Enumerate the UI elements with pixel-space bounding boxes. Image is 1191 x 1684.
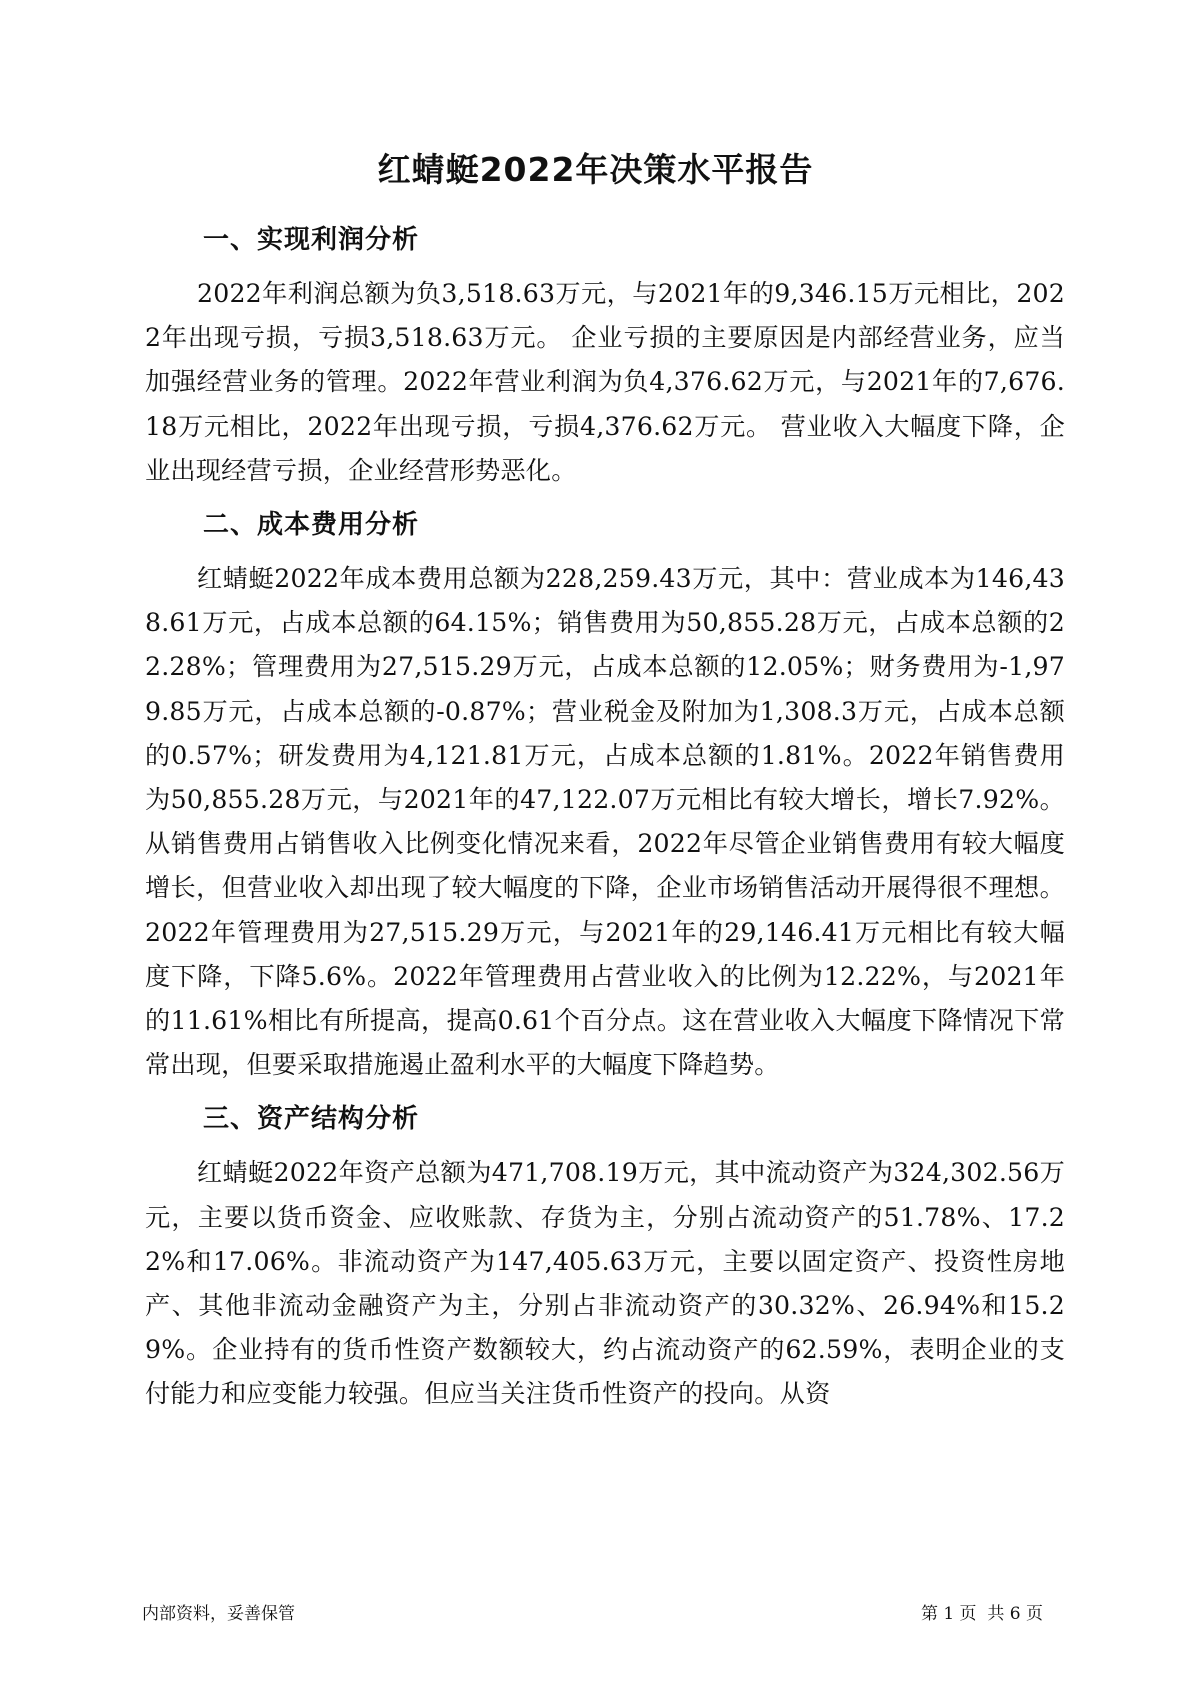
footer-page-number: 第 1 页 共 6 页 bbox=[920, 1604, 1043, 1624]
section-heading: 二、成本费用分析 bbox=[203, 510, 420, 541]
section-heading: 三、资产结构分析 bbox=[203, 1104, 420, 1135]
section-profit-analysis bbox=[145, 222, 1065, 493]
section-paragraph: 红蜻蜓2022年成本费用总额为228,259.43万元，其中：营业成本为146,438.61万元，占成本总额的64.15%；销售费用为50,855.28万元，占成本总额的22.28%；管理费用为27,515.29万元，占成本总额的12.05%；财务费用为-1,979.85万元，占成本总额的-0.87%；营业税金及附加为1,308.3万元，占成本总额的0.57%；研发费用为4,121.81万元，占成本总额的1.81%。2022年销售费用为50,855.28万元，与2021年的47,122.07万元相比有较大增长，增长7.92%。从销售费用占销售收入比例变化情况来看，2022年尽管企业销售费用有较大幅度增长，但营业收入却出现了较大幅度的下降，企业市场销售活动开展得很不理想。2022年管理费用为27,515.29万元，与2021年的29,146.41万元相比有较大幅度下降，下降5.6%。2022年管理费用占营业收入的比例为12.22%，与2021年的11.61%相比有所提高，提高0.61个百分点。这在营业收入大幅度下降情况下常常出现，但要采取措施遏止盈利水平的大幅度下降趋势。 bbox=[145, 564, 1065, 1080]
document-body bbox=[145, 222, 1065, 1431]
section-heading: 一、实现利润分析 bbox=[203, 225, 420, 255]
section-paragraph: 红蜻蜓2022年资产总额为471,708.19万元，其中流动资产为324,302.56万元，主要以货币资金、应收账款、存货为主，分别占流动资产的51.78%、17.22%和17.06%。非流动资产为147,405.63万元，主要以固定资产、投资性房地产、其他非流动金融资产为主，分别占非流动资产的30.32%、26.94%和15.29%。企业持有的货币性资产数额较大，约占流动资产的62.59%，表明企业的支付能力和应变能力较强。但应当关注货币性资产的投向。从资 bbox=[145, 1158, 1065, 1409]
footer-confidential-note: 内部资料，妥善保管 bbox=[142, 1604, 295, 1624]
section-paragraph: 2022年利润总额为负3,518.63万元，与2021年的9,346.15万元相比，2022年出现亏损，亏损3,518.63万元。 企业亏损的主要原因是内部经营业务，应当加强经营业务的管理。2022年营业利润为负4,376.62万元，与2021年的7,676.18万元相比，2022年出现亏损，亏损4,376.62万元。 营业收入大幅度下降，企业出现经营亏损，企业经营形势恶化。 bbox=[145, 279, 1065, 485]
document-title: 红蜻蜓2022年决策水平报告 bbox=[377, 150, 814, 189]
section-cost-analysis bbox=[145, 507, 1065, 1087]
section-asset-structure bbox=[145, 1101, 1065, 1416]
